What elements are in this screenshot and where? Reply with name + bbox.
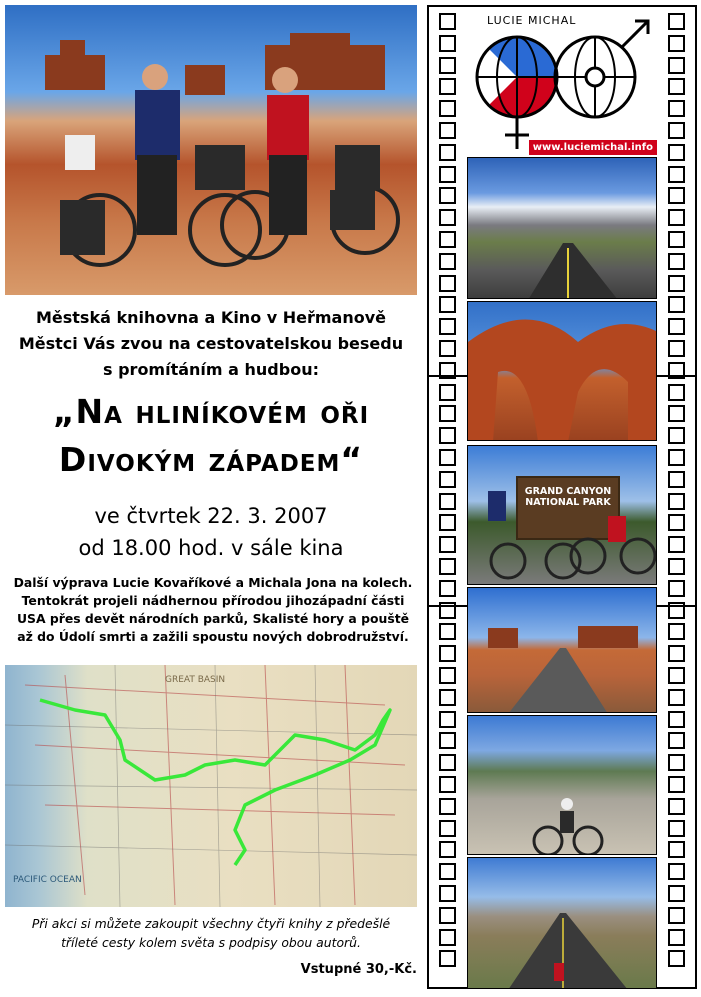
film-perforation-hole <box>668 78 685 95</box>
event-datetime <box>5 500 417 564</box>
sign-text-line1: GRAND CANYON <box>524 486 612 497</box>
film-perforation-hole <box>668 863 685 880</box>
film-perforation-hole <box>668 493 685 510</box>
footer-line: Při akci si můžete zakoupit všechny čtyři knihy z předešlé <box>31 916 391 931</box>
map-label-basin: GREAT BASIN <box>165 675 226 685</box>
film-perforation-hole <box>668 580 685 597</box>
film-perforation-hole <box>668 471 685 488</box>
film-perforation-hole <box>668 841 685 858</box>
film-perforation-hole <box>439 711 456 728</box>
bike-route-line <box>40 700 390 865</box>
film-perforation-hole <box>439 580 456 597</box>
photo-mountain-cyclist <box>467 715 657 855</box>
film-perforation-hole <box>439 514 456 531</box>
invitation-line: s promítáním a hudbou: <box>103 360 319 379</box>
film-perforation-hole <box>668 536 685 553</box>
film-perforation-hole <box>439 78 456 95</box>
film-perforation-hole <box>668 558 685 575</box>
film-perforation-hole <box>439 950 456 967</box>
film-perforation-hole <box>668 950 685 967</box>
film-perforation-hole <box>668 296 685 313</box>
film-perforation-hole <box>668 820 685 837</box>
film-perforation-hole <box>439 907 456 924</box>
film-perforation-hole <box>668 514 685 531</box>
film-perforation-hole <box>668 253 685 270</box>
film-perforation-hole <box>439 57 456 74</box>
film-perforation-hole <box>668 667 685 684</box>
film-divider <box>657 605 695 607</box>
film-perforation-hole <box>439 144 456 161</box>
description-line: Další výprava Lucie Kovaříkové a Michala Jona na kolech. <box>13 575 413 590</box>
film-strip <box>427 5 697 989</box>
gender-symbols-logo <box>467 7 657 157</box>
footer-text <box>5 914 417 952</box>
film-perforation-hole <box>668 427 685 444</box>
film-perforation-hole <box>439 13 456 30</box>
description-line: Tentokrát projeli nádhernou přírodou jihozápadní části <box>21 593 405 608</box>
film-perforation-hole <box>439 187 456 204</box>
film-perforation-hole <box>668 384 685 401</box>
logo-names: LUCIE MICHAL <box>487 14 577 27</box>
event-date: ve čtvrtek 22. 3. 2007 <box>94 504 328 528</box>
film-perforation-hole <box>668 340 685 357</box>
film-perforation-hole <box>668 449 685 466</box>
film-perforation-hole <box>668 231 685 248</box>
film-perforation-hole <box>668 623 685 640</box>
film-perforation-hole <box>439 275 456 292</box>
sign-text-line2: NATIONAL PARK <box>525 497 611 508</box>
film-perforation-hole <box>439 231 456 248</box>
film-perforation-hole <box>668 405 685 422</box>
map-label-ocean: PACIFIC OCEAN <box>13 875 82 885</box>
film-perforation-hole <box>668 907 685 924</box>
film-perforation-hole <box>668 929 685 946</box>
film-perforation-hole <box>668 318 685 335</box>
film-perforation-hole <box>439 841 456 858</box>
route-map <box>5 665 417 907</box>
film-perforation-hole <box>668 732 685 749</box>
admission-price: Vstupné 30,-Kč. <box>300 962 417 977</box>
film-perforation-hole <box>439 863 456 880</box>
film-perforation-hole <box>439 405 456 422</box>
film-perforation-hole <box>439 776 456 793</box>
photo-death-valley-road <box>467 857 657 989</box>
photo-grand-canyon-sign <box>467 445 657 585</box>
film-perforation-hole <box>439 318 456 335</box>
title-line: Divokým západem“ <box>58 440 364 479</box>
invitation-line: Městská knihovna a Kino v Heřmanově <box>35 308 387 327</box>
film-perforation-hole <box>439 253 456 270</box>
film-perforation-hole <box>668 57 685 74</box>
bikes-at-sign <box>468 446 657 585</box>
film-perforation-hole <box>439 754 456 771</box>
invitation-text <box>5 305 417 383</box>
film-perforation-hole <box>668 798 685 815</box>
trip-description <box>8 574 418 646</box>
film-perforation-hole <box>439 536 456 553</box>
film-perforation-hole <box>439 471 456 488</box>
cyclists-illustration <box>5 5 417 295</box>
film-perforation-hole <box>439 100 456 117</box>
film-perforation-hole <box>668 35 685 52</box>
film-perforation-hole <box>668 689 685 706</box>
film-perforation-hole <box>439 35 456 52</box>
photo-monument-valley-road <box>467 587 657 713</box>
film-perforation-hole <box>668 275 685 292</box>
film-perforation-hole <box>439 929 456 946</box>
title-line: „Na hliníkovém oři <box>52 392 370 431</box>
film-perforation-hole <box>668 144 685 161</box>
film-perforation-hole <box>668 209 685 226</box>
road-lines <box>468 158 657 299</box>
hero-photo-cyclists <box>5 5 417 295</box>
film-perforation-hole <box>439 296 456 313</box>
lucie-michal-logo <box>467 7 657 155</box>
film-perforation-hole <box>439 340 456 357</box>
film-perforation-hole <box>439 493 456 510</box>
film-perforation-hole <box>668 754 685 771</box>
film-perforation-hole <box>439 209 456 226</box>
mountain-cyclist <box>468 716 657 855</box>
event-time-place: od 18.00 hod. v sále kina <box>78 536 344 560</box>
film-perforation-hole <box>439 384 456 401</box>
film-perforation-hole <box>439 667 456 684</box>
film-perforation-hole <box>668 122 685 139</box>
film-perforation-hole <box>439 558 456 575</box>
film-perforation-hole <box>439 623 456 640</box>
desert-road <box>468 858 657 989</box>
arch-shapes <box>468 302 657 441</box>
film-perforation-hole <box>439 798 456 815</box>
film-perforation-hole <box>439 122 456 139</box>
event-title <box>5 388 417 484</box>
film-perforation-hole <box>439 820 456 837</box>
description-line: až do Údolí smrti a zažili spoustu nových dobrodružství. <box>17 629 409 644</box>
film-perforation-hole <box>668 100 685 117</box>
photo-rock-arches <box>467 301 657 441</box>
logo-url: www.luciemichal.info <box>529 140 657 155</box>
film-perforation-hole <box>668 776 685 793</box>
film-perforation-hole <box>668 711 685 728</box>
route-map-graphic <box>5 665 417 907</box>
film-perforation-hole <box>668 187 685 204</box>
film-divider <box>657 375 695 377</box>
invitation-line: Městci Vás zvou na cestovatelskou besedu <box>18 334 404 353</box>
film-perforation-hole <box>668 885 685 902</box>
film-divider <box>429 605 467 607</box>
film-perforation-hole <box>439 449 456 466</box>
film-perforation-hole <box>439 166 456 183</box>
film-perforation-hole <box>668 13 685 30</box>
valley-road <box>468 588 657 713</box>
film-divider <box>429 375 467 377</box>
footer-line: tříleté cesty kolem světa s podpisy obou autorů. <box>61 935 361 950</box>
film-perforation-hole <box>439 427 456 444</box>
description-line: USA přes devět národních parků, Skalisté hory a pouště <box>16 611 410 626</box>
photo-mountain-road <box>467 157 657 299</box>
film-perforation-hole <box>668 645 685 662</box>
film-perforation-hole <box>439 689 456 706</box>
film-perforation-hole <box>668 166 685 183</box>
film-perforation-hole <box>439 732 456 749</box>
film-perforation-hole <box>439 645 456 662</box>
film-perforation-hole <box>439 885 456 902</box>
